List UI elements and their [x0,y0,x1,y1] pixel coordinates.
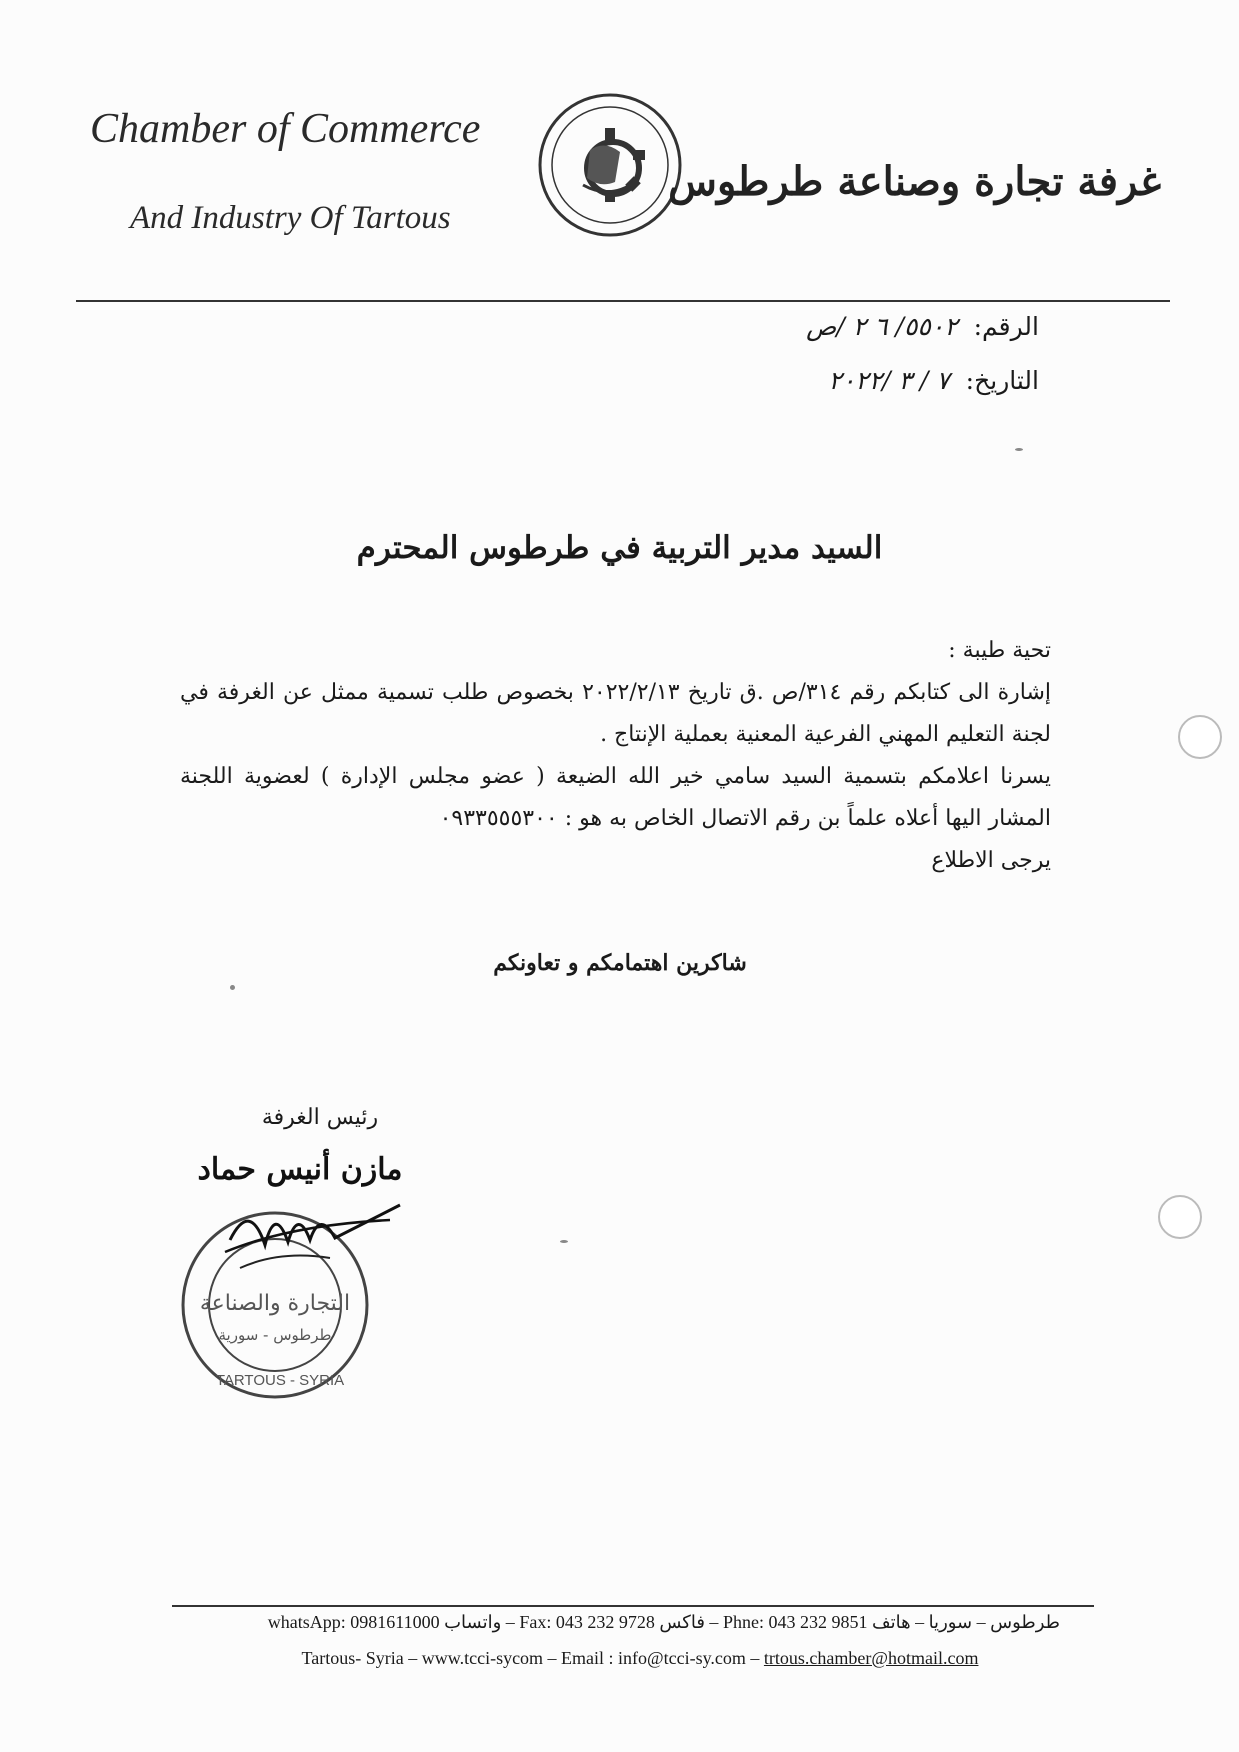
reference-date-label: التاريخ: [965,366,1039,395]
footer-divider [172,1605,1094,1607]
reference-date [679,366,1039,395]
scan-speck [230,985,235,990]
thanks-line: شاكرين اهتمامكم و تعاونكم [493,950,747,976]
official-stamp [170,1180,420,1410]
closing-request: يرجى الاطلاع [931,848,1051,873]
footer-contact-line: طرطوس – سوريا – هاتف Phne: 043 232 9851 – فاكس Fax: 043 232 9728 – واتساب whatsApp: 0981611000 [267,1612,1060,1632]
letter-body [180,630,1051,882]
english-header-line1: Chamber of Commerce [90,106,481,152]
footer-web-line [230,1648,1050,1669]
scan-speck [560,1240,568,1243]
svg-text:التجارة والصناعة: التجارة والصناعة [199,1291,351,1316]
reference-number-label: الرقم: [973,312,1039,341]
punch-hole [1178,715,1222,759]
scan-speck [1015,448,1023,451]
greeting: تحية طيبة : [948,638,1051,663]
signatory-title: رئيس الغرفة [261,1105,379,1130]
reference-date-value: ٧ / ٣ /٢٠٢٢ [828,366,950,395]
footer-web-and-email: Tartous- Syria – www.tcci-sycom – Email : info@tcci-sy.com – [301,1648,764,1668]
reference-number-value: ٥٥٠٢/ ٦ ٢ /ص [806,312,958,341]
reference-number [679,312,1039,341]
header-divider [76,300,1170,302]
signatory-name: مازن أنيس حماد [197,1152,403,1187]
footer-hotmail-link[interactable]: trtous.chamber@hotmail.com [763,1648,979,1668]
svg-text:TARTOUS - SYRIA: TARTOUS - SYRIA [215,1372,345,1389]
addressee-line: السيد مدير التربية في طرطوس المحترم [356,530,883,566]
punch-hole [1158,1195,1202,1239]
body-paragraph-1: إشارة الى كتابكم رقم ٣١٤/ص .ق تاريخ ٢٠٢٢/٢/١٣ بخصوص طلب تسمية ممثل عن الغرفة في لجنة التعليم المهني الفرعية المعنية بعملية الإنتاج . [180,680,1051,747]
arabic-header-title: غرفة تجارة وصناعة طرطوس [668,158,1161,205]
english-header-line2: And Industry Of Tartous [130,200,451,236]
body-paragraph-2: يسرنا اعلامكم بتسمية السيد سامي خير الله الضيعة ( عضو مجلس الإدارة ) لعضوية اللجنة المشار اليها أعلاه علماً بن رقم الاتصال الخاص به هو : ٠٩٣٣٥٥٥٣٠٠ [180,764,1051,831]
chamber-logo [535,90,685,240]
svg-text:طرطوس - سورية: طرطوس - سورية [218,1326,332,1344]
